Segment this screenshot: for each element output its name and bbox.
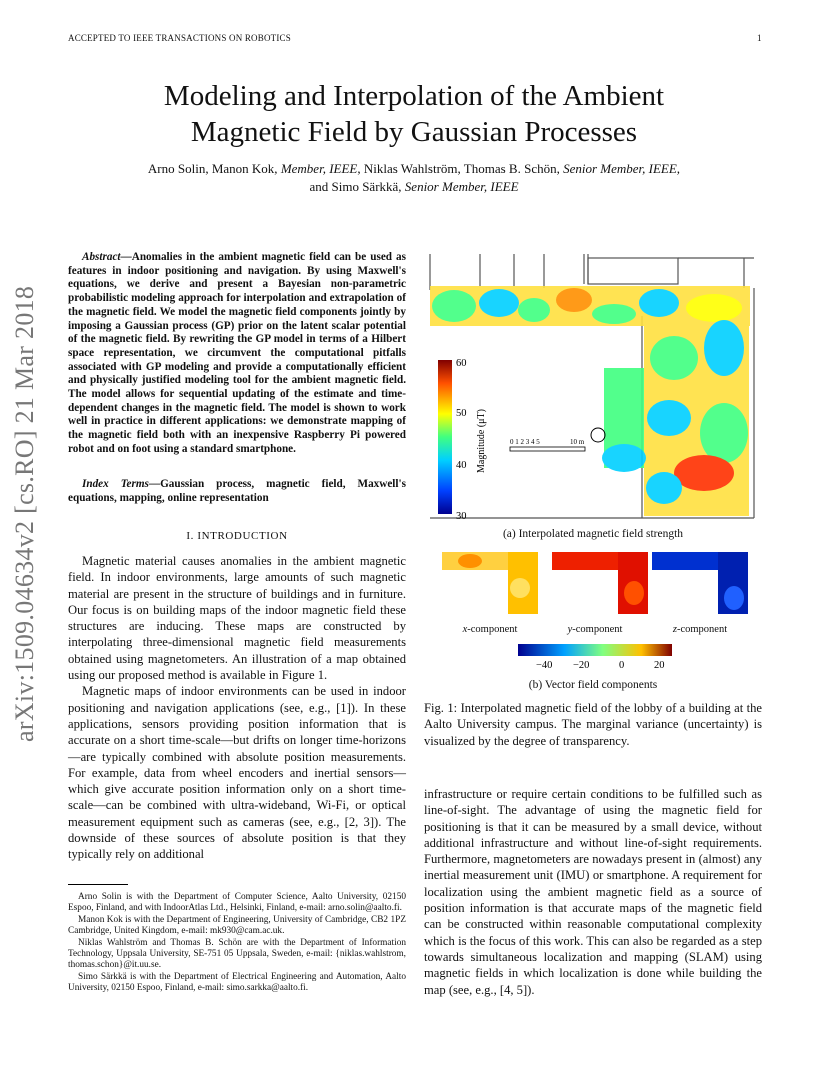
colorbar	[438, 360, 452, 514]
component-colorbar-tick: 0	[619, 660, 625, 671]
footnote: Manon Kok is with the Department of Engineering, University of Cambridge, CB2 1PZ Cambridge, United Kingdom, e-mail: mk930@cam.ac.uk.	[68, 914, 406, 937]
footnote: Simo Särkkä is with the Department of Electrical Engineering and Automation, Aalto University, 02150 Espoo, Finland, e-mail: simo.sarkka@aalto.fi.	[68, 971, 406, 994]
colorbar-tick: 30	[456, 511, 467, 522]
index-terms-text: —Gaussian process, magnetic field, Maxwell's equations, mapping, online representation	[68, 478, 406, 504]
author-affil: Senior Member, IEEE,	[563, 161, 681, 176]
abstract	[68, 251, 406, 457]
north-arrow-icon	[591, 428, 605, 442]
scale-bar	[510, 447, 585, 451]
subcaption-b: (b) Vector field components	[528, 679, 658, 691]
component-colorbar-tick: −20	[573, 660, 590, 671]
abstract-label: Abstract	[82, 251, 121, 263]
abstract-text: —Anomalies in the ambient magnetic field can be used as features in indoor positioning and navigation. By using Maxwell's equations, we derive and present a Bayesian non-parametric probabilistic modeling approach for interpolation and extrapolation of the magnetic field. We model the magnetic field components jointly by imposing a Gaussian process (GP) prior on the latent scalar potential of the magnetic field. By rewriting the GP model in terms of a Hilbert space representation, we circumvent the computational pitfalls associated with GP modeling and provide a computationally efficient and physically justified modeling tool for the ambient magnetic field. The model allows for sequential updating of the estimate and time-dependent changes in the magnetic field. The model is shown to work well in practice in different applications: we demonstrate mapping of the magnetic field both with an inexpensive Raspberry Pi powered robot and on foot using a standard smartphone.	[68, 251, 406, 455]
z-component-label	[650, 624, 750, 635]
arxiv-stamp: arXiv:1509.04634v2 [cs.RO] 21 Mar 2018	[10, 285, 39, 742]
author-list	[60, 160, 768, 196]
z-component-map	[650, 548, 760, 618]
subcaption-a: (a) Interpolated magnetic field strength	[502, 528, 684, 540]
title-line-2: Magnetic Field by Gaussian Processes	[190, 116, 638, 148]
scale-ticks: 0 1 2 3 4 5	[510, 438, 540, 446]
intro-body	[68, 553, 406, 863]
component-suffix: -component	[676, 624, 728, 635]
title-line-1: Modeling and Interpolation of the Ambient	[163, 80, 665, 112]
paragraph: Magnetic maps of indoor environments can be used in indoor positioning and navigation applications (see, e.g., [1]). In these applications, sensors providing position information that is accurate on a short time-scale—but drifts on longer time-horizons—are typically combined with absolute position measurements. For example, data from wheel encoders and inertial sensors—which give accurate position information only on a short time-scale—can be combined with ultra-wideband, Wi-Fi, or optical measurement equipment such as cameras (see, e.g., [2, 3]). The downside of these sources of absolute position is that they typically rely on additional	[68, 684, 406, 862]
footnote: Arno Solin is with the Department of Computer Science, Aalto University, 02150 Espoo, Finland, and with IndoorAtlas Ltd., Helsinki, Finland, e-mail: arno.solin@aalto.fi.	[68, 892, 406, 914]
component-colorbar-tick: 20	[654, 660, 665, 671]
authors-part: Arno Solin, Manon Kok,	[147, 161, 281, 176]
field-strength-map	[424, 248, 769, 526]
running-header: ACCEPTED TO IEEE TRANSACTIONS ON ROBOTICS	[68, 33, 291, 43]
index-terms	[68, 478, 406, 505]
paragraph: Magnetic material causes anomalies in the ambient magnetic field. In indoor environments, large amounts of such magnetic material are present in the structure of buildings and in furniture. Our focus is on building maps of the indoor magnetic field these structures are inducing. These maps are constructed by interpolating three-dimensional magnetic field measurements obtained using magnetometers. An illustration of a map obtained using our proposed method is available in Figure 1.	[68, 554, 406, 683]
colorbar-label: Magnitude (μT)	[476, 409, 487, 473]
authors-part: , Niklas Wahlström, Thomas B. Schön,	[357, 161, 564, 176]
component-var: x	[462, 624, 468, 635]
section-heading: I. INTRODUCTION	[186, 530, 288, 542]
footnotes	[68, 892, 406, 995]
figure-caption: Fig. 1: Interpolated magnetic field of the lobby of a building at the Aalto University campus. The marginal variance (uncertainty) is visualized by the degree of transparency.	[424, 701, 762, 748]
colorbar-tick: 40	[456, 460, 467, 471]
x-component-label	[440, 624, 540, 635]
paper-title	[60, 78, 768, 150]
footnote-rule	[68, 884, 128, 885]
right-column-text: infrastructure or require certain conditions to be fulfilled such as line-of-sight. The advantage of using the magnetic field for positioning is that it can be measured by a small device, without additional infrastructure and without line-of-sight requirements. Furthermore, magnetometers are nowadays present in (almost) any inertial measurement unit (IMU) or smartphone. A requirement for localization using the ambient magnetic field as a source of position information is that accurate maps of the magnetic field can be constructed within reasonable computational complexity which is the focus of this work. This can also be regarded as a step towards simultaneous localization and mapping (SLAM) using magnetic fields in which localization is done while building the map (see, e.g., [4, 5]).	[424, 787, 762, 997]
page-number: 1	[757, 33, 762, 43]
component-suffix: -component	[467, 624, 518, 635]
component-suffix: -component	[572, 624, 623, 635]
scale-end: 10 m	[570, 438, 585, 446]
component-colorbar	[510, 642, 680, 672]
y-component-map	[550, 548, 660, 618]
index-terms-label: Index Terms	[82, 478, 149, 490]
footnote: Niklas Wahlström and Thomas B. Schön are with the Department of Information Technology, Uppsala University, SE-751 05 Uppsala, Sweden, e-mail: {niklas.wahlstrom, thomas.schon}@it.uu.se.	[68, 937, 406, 971]
authors-part: and Simo Särkkä,	[309, 179, 405, 194]
component-var: z	[672, 624, 677, 635]
colorbar-tick: 60	[456, 358, 467, 369]
author-affil: Senior Member, IEEE	[404, 179, 519, 194]
colorbar-tick: 50	[456, 408, 467, 419]
y-component-label	[545, 624, 645, 635]
author-affil: Member, IEEE	[280, 161, 358, 176]
component-var: y	[567, 624, 573, 635]
x-component-map	[440, 548, 550, 618]
component-colorbar-tick: −40	[536, 660, 553, 671]
